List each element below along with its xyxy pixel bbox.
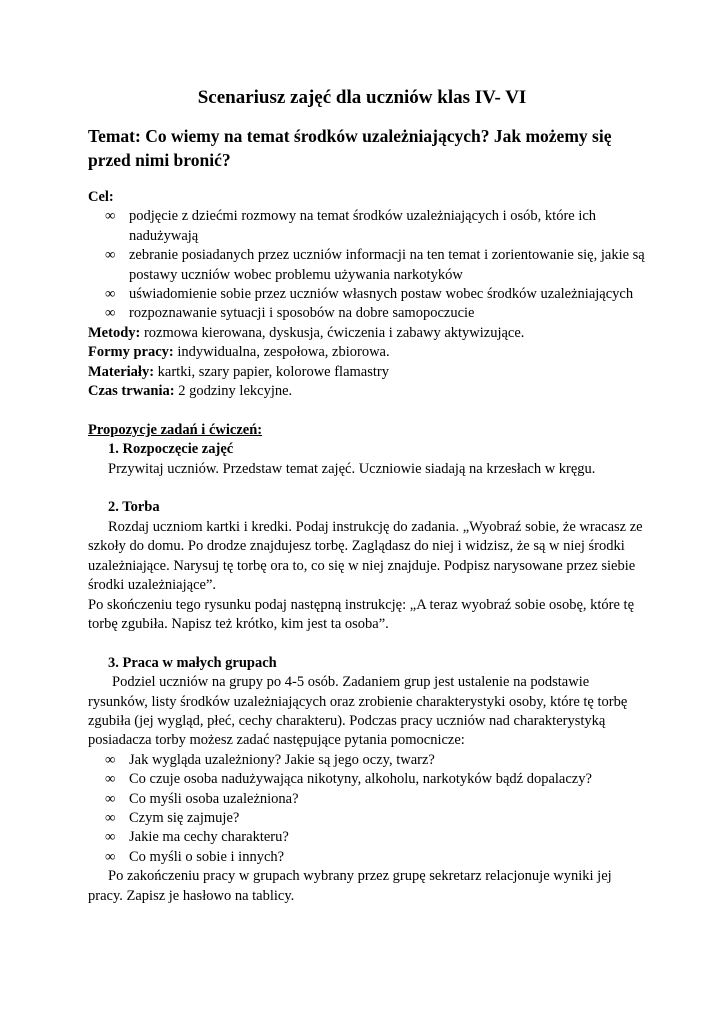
infinity-bullet-icon: ∞ [105, 208, 116, 225]
question-item: ∞ Co czuje osoba nadużywająca nikotyny, alkoholu, narkotyków bądź dopalaczy? [88, 770, 648, 789]
infinity-bullet-icon: ∞ [105, 247, 116, 264]
question-item: ∞ Co myśli o sobie i innych? [88, 848, 648, 867]
section-3-heading: 3. Praca w małych grupach [108, 654, 277, 671]
section-2-heading: 2. Torba [108, 499, 160, 516]
section-3-closing: Po zakończeniu pracy w grupach wybrany przez grupę sekretarz relacjonuje wyniki jej pracy. Zapisz je hasłowo na tablicy. [88, 868, 612, 904]
question-item: ∞ Jakie ma cechy charakteru? [88, 828, 648, 847]
section-2-text-2: Po skończeniu tego rysunku podaj następną instrukcję: „A teraz wyobraź sobie osobę, które tę torbę zgubiła. Napisz też krótko, kim jest ta osoba”. [88, 596, 635, 632]
section-1-text: Przywitaj uczniów. Przedstaw temat zajęć. Uczniowie siadają na krzesłach w kręgu. [108, 460, 596, 477]
section-3-text: Podziel uczniów na grupy po 4-5 osób. Zadaniem grup jest ustalenie na podstawie rysunków, listy środków uzależniających oraz zrobienie charakterystyki osoby, które tę torbę zgubiła (jej wygląd, płeć, cechy charakteru). Podczas pracy uczniów nad charakterystyką posiadacza torby możesz zadać następujące pytania pomocnicze: [88, 674, 628, 749]
document-title: Scenariusz zajęć dla uczniów klas IV- VI [197, 87, 527, 108]
infinity-bullet-icon: ∞ [105, 751, 116, 768]
question-item: ∞ Jak wygląda uzależniony? Jakie są jego oczy, twarz? [88, 751, 648, 770]
cel-label: Cel: [88, 189, 114, 205]
cel-item: ∞ uświadomienie sobie przez uczniów własnych postaw wobec środków uzależniających [88, 285, 648, 304]
infinity-bullet-icon: ∞ [105, 848, 116, 865]
infinity-bullet-icon: ∞ [105, 305, 116, 322]
cel-item: ∞ podjęcie z dziećmi rozmowy na temat środków uzależniających i osób, które ich nadużywają [105, 208, 597, 244]
infinity-bullet-icon: ∞ [105, 809, 116, 826]
infinity-bullet-icon: ∞ [105, 790, 116, 807]
formy-line: Formy pracy: indywidualna, zespołowa, zbiorowa. [88, 344, 390, 361]
cel-list [88, 207, 648, 323]
section-2-text-1: Rozdaj uczniom kartki i kredki. Podaj instrukcję do zadania. „Wyobraź sobie, że wracasz ze szkoły do domu. Po drodze znajdujesz torbę. Zaglądasz do niej i widzisz, że są w niej środki uzależniające. Narysuj tę torbę ora to, co się w niej znajduje. Podpisz narysowane przez siebie środki uzależniające”. [88, 518, 643, 594]
metody-line: Metody: rozmowa kierowana, dyskusja, ćwiczenia i zabawy aktywizujące. [88, 324, 525, 341]
question-item: ∞ Co myśli osoba uzależniona? [88, 790, 648, 809]
lesson-topic: Temat: Co wiemy na temat środków uzależniających? Jak możemy się przed nimi bronić? [88, 126, 612, 170]
materialy-line: Materiały: kartki, szary papier, kolorowe flamastry [88, 363, 389, 380]
question-item: ∞ Czym się zajmuje? [88, 809, 648, 828]
infinity-bullet-icon: ∞ [105, 829, 116, 846]
infinity-bullet-icon: ∞ [105, 286, 116, 303]
question-list [88, 751, 648, 867]
document-body [88, 188, 648, 906]
czas-line: Czas trwania: 2 godziny lekcyjne. [88, 383, 293, 400]
infinity-bullet-icon: ∞ [105, 771, 116, 788]
propozycje-heading: Propozycje zadań i ćwiczeń: [88, 421, 263, 438]
section-1-heading: 1. Rozpoczęcie zajęć [108, 441, 234, 458]
cel-item: ∞ zebranie posiadanych przez uczniów informacji na ten temat i zorientowanie się, jakie są postawy uczniów wobec problemu używania narkotyków [105, 247, 645, 283]
cel-item: ∞ rozpoznawanie sytuacji i sposobów na dobre samopoczucie [88, 304, 648, 323]
